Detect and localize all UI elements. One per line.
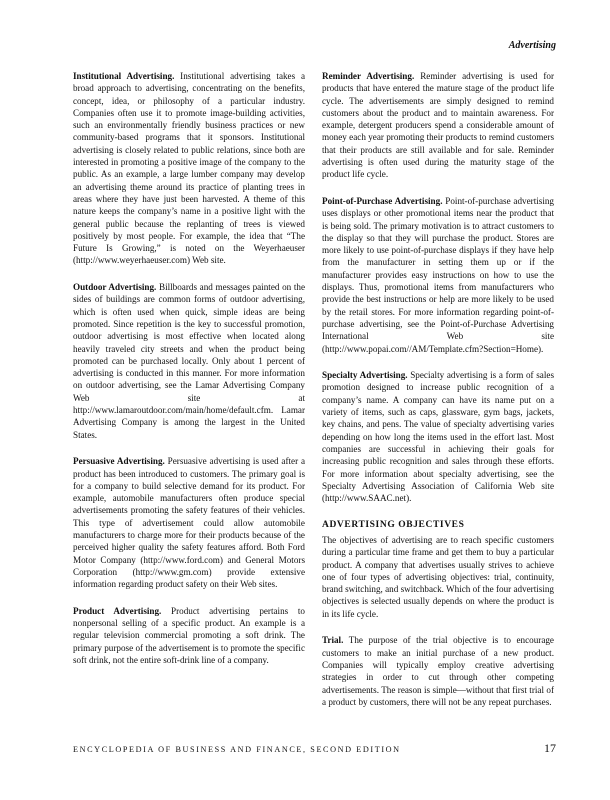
entry-text: Billboards and messages painted on the sides of buildings are common forms of outdoor advertising, which is often used when quick, simple ideas are being promoted. Since repetition is the key to successful promotion, outdoor advertising is most effective when located along heavily traveled city streets and when the product being promoted can be purchased locally. Only about 1 percent of advertising is conducted in this manner. For more information on outdoor advertising, see the Lamar Advertising Company Web site at http://www.lamaroutdoor.com/main/home/default.cfm. Lamar Advertising Company is among the largest in the United States.	[73, 282, 305, 440]
entry-term: Trial.	[322, 635, 344, 646]
entry-outdoor-advertising	[73, 281, 305, 441]
section-heading: ADVERTISING OBJECTIVES	[322, 519, 465, 530]
entry-term: Specialty Advertising.	[322, 370, 408, 381]
entry-institutional-advertising	[73, 70, 305, 267]
objectives-intro: The objectives of advertising are to reach specific customers during a particular time frame and get them to buy a particular product. A company that advertises usually strives to achieve one of four types of advertising objectives: trial, continuity, brand switching, and switchback. Which of the four advertising objectives is selected usually depends on where the product is in its life cycle.	[322, 534, 554, 619]
entry-text: Institutional advertising takes a broad approach to advertising, concentrating on the benefits, concept, idea, or philosophy of a particular industry. Companies often use it to promote image-building activities, such an environmentally friendly business practices or new community-based programs that it sponsors. Institutional advertising is closely related to public relations, since both are interested in promoting a positive image of the company to the public. As an example, a large lumber company may develop an advertising theme around its practice of planting trees in areas where they have just been harvested. A theme of this nature keeps the company’s name in a positive light with the general public because the replanting of trees is viewed positively by most people. For example, the idea that “The Future Is Growing,” is noted on the Weyerhaeuser (http://www.weyerhaeuser.com) Web site.	[73, 71, 305, 266]
entry-text: Reminder advertising is used for products that have entered the mature stage of the product life cycle. The advertisements are simply designed to remind customers about the product and to maintain awareness. For example, detergent producers spend a considerable amount of money each year promoting their products to remind customers that their products are still available and for sale. Reminder advertising is often used during the maturity stage of the product life cycle.	[322, 71, 555, 180]
entry-reminder-advertising	[322, 70, 554, 181]
entry-persuasive-advertising	[73, 455, 305, 590]
entry-term: Outdoor Advertising.	[73, 282, 157, 293]
entry-term: Institutional Advertising.	[73, 71, 175, 81]
entry-text: Persuasive advertising is used after a product has been introduced to customers. The primary goal is for a company to build selective demand for its product. For example, automobile manufacturers often produce special advertisements promoting the safety features of their vehicles. This type of advertisement could allow automobile manufacturers to charge more for their products because of the perceived higher quality the safety features afford. Both Ford Motor Company (http://www.ford.com) and General Motors Corporation (http://www.gm.com) provide extensive information regarding product safety on their Web sites.	[73, 456, 305, 590]
footer-title: ENCYCLOPEDIA OF BUSINESS AND FINANCE, SECOND EDITION	[73, 745, 401, 754]
entry-specialty-advertising	[322, 369, 554, 504]
entry-text: Specialty advertising is a form of sales promotion designed to increase public recognition of a company’s name. A company can have its name put on a variety of items, such as caps, glassware, gym bags, jackets, key chains, and pens. The value of specialty advertising varies depending on how long the items used in the effort last. Most companies are successful in achieving their goals for increasing public recognition and sales through these efforts. For more information about specialty advertising, see the Specialty Advertising Association of California Web site (http://www.SAAC.net).	[322, 370, 554, 504]
entry-product-advertising	[73, 605, 305, 666]
entry-term: Product Advertising.	[73, 605, 162, 616]
entry-text: Point-of-purchase advertising uses displays or other promotional items near the product that is being sold. The primary motivation is to attract customers to the display so that they will purchase the product. Stores are more likely to use point-of-purchase displays if they have help from the manufacturer in setting them up or if the manufacturer provides easy instructions on how to use the displays. Thus, promotional items from manufacturers who provide the best instructions or help are more likely to be used by the retail stores. For more information regarding point-of-purchase advertising, see the Point-of-Purchase Advertising International Web site (http://www.popai.com//AM/Template.cfm?Section=Home).	[322, 195, 554, 354]
entry-point-of-purchase-advertising	[322, 195, 554, 355]
entry-text: Product advertising pertains to nonpersonal selling of a specific product. An example is a regular television commercial promoting a soft drink. The primary purpose of the advertisement is to promote the specific soft drink, not the entire soft-drink line of a company.	[73, 605, 305, 665]
entry-term: Persuasive Advertising.	[73, 456, 165, 467]
entry-term: Point-of-Purchase Advertising.	[322, 195, 443, 206]
left-column	[73, 70, 305, 681]
right-column	[322, 70, 554, 722]
page-number: 17	[544, 741, 556, 755]
entry-text: The purpose of the trial objective is to encourage customers to make an initial purchase of a new product. Companies will typically employ creative advertising strategies in order to cut through other competing advertisements. The reason is simple—without that first trial of a product by customers, there will not be any repeat purchases.	[322, 635, 554, 707]
entry-trial	[322, 634, 554, 708]
entry-term: Reminder Advertising.	[322, 71, 415, 81]
running-head: Advertising	[508, 40, 556, 51]
